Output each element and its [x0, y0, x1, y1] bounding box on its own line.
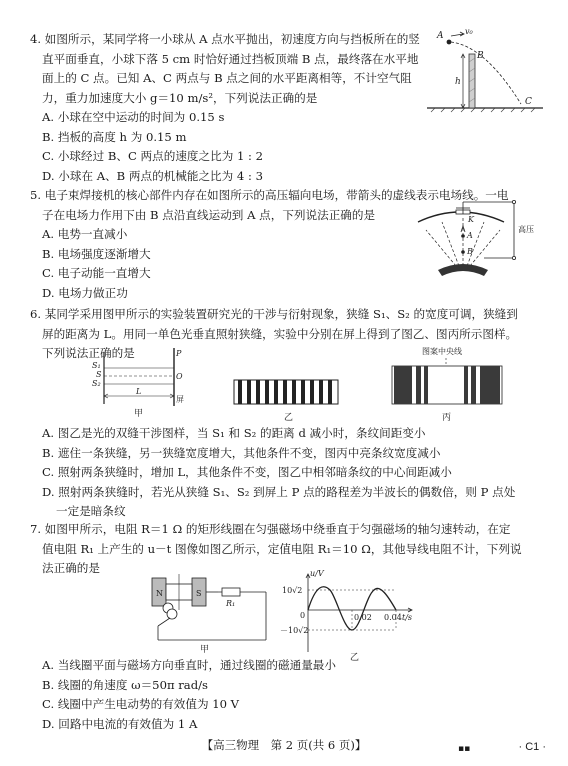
q7-figure-yi [280, 568, 420, 664]
q7-line-3: 法正确的是 [42, 561, 100, 575]
q4-label-h: h [455, 77, 461, 87]
q7-figure-jia [148, 570, 272, 654]
q6-label-center-line: 图案中央线 [422, 347, 462, 356]
q6-figure-jia [88, 344, 192, 418]
q5-line-1: 5. 电子束焊接机的核心部件内存在如图所示的高压辐向电场，带箭头的虚线表示电场线。一电 [30, 188, 509, 202]
q7-label-ymin: －10√2 [280, 626, 309, 635]
q5-line-2: 子在电场力作用下由 B 点沿直线运动到 A 点，下列说法正确的是 [42, 207, 376, 222]
question-7 [30, 520, 522, 579]
q6-option-c: C. 照射两条狭缝时，增加 L，其他条件不变，图乙中相邻暗条纹的中心间距减小 [42, 465, 452, 479]
q4-label-b: B [477, 51, 484, 61]
question-6-options [30, 424, 515, 522]
q5-label-a: A [467, 231, 473, 240]
q4-option-c: C. 小球经过 B、C 两点的速度之比为 1 : 2 [42, 149, 264, 163]
q4-line-4: 力，重力加速度大小 g＝10 m/s²，下列说法正确的是 [42, 90, 318, 105]
q7-label-s: S [196, 589, 202, 598]
q6-figure-yi [232, 378, 342, 422]
q6-caption-jia: 甲 [134, 409, 144, 418]
q5-figure [412, 198, 547, 284]
q6-label-l: L [136, 387, 142, 396]
q6-option-d: D. 照射两条狭缝时，若光从狭缝 S₁、S₂ 到屏上 P 点的路程差为半波长的偶数倍，则 P 点处 [42, 484, 516, 499]
q6-label-p: P [176, 349, 182, 358]
q7-option-b: B. 线圈的角速度 ω＝50π rad/s [42, 677, 208, 692]
q4-option-d: D. 小球在 A、B 两点的机械能之比为 4 : 3 [42, 168, 263, 183]
footer-mark: ▪▪ [458, 744, 471, 754]
q4-figure [425, 28, 545, 114]
q7-label-r1: R₁ [226, 599, 236, 608]
q6-line-3: 下列说法正确的是 [42, 346, 135, 360]
q6-line-1: 6. 某同学采用图甲所示的实验装置研究光的干涉与衍射现象，狭缝 S₁、S₂ 的宽度可调，狭缝到 [30, 307, 518, 321]
q7-label-n: N [156, 589, 163, 598]
q5-option-c: C. 电子动能一直增大 [42, 266, 151, 280]
q5-option-b: B. 电场强度逐渐增大 [42, 246, 151, 261]
q6-caption-bing: 丙 [442, 413, 452, 422]
q7-line-1: 7. 如图甲所示，电阻 R＝1 Ω 的矩形线圈在匀强磁场中绕垂直于匀强磁场的轴匀速转动，在定 [30, 522, 511, 536]
q5-option-a: A. 电势一直减小 [42, 227, 128, 241]
q4-label-a: A [437, 31, 444, 41]
q7-option-a: A. 当线圈平面与磁场方向垂直时，通过线圈的磁通量最小 [42, 658, 336, 672]
paper-code: · C1 · [518, 741, 546, 753]
q7-label-t2: 0.04 [384, 613, 402, 622]
q4-label-c: C [525, 97, 532, 107]
q7-label-t1: 0.02 [354, 613, 372, 622]
q4-option-a: A. 小球在空中运动的时间为 0.15 s [42, 110, 225, 124]
q7-label-u: u/V [310, 569, 324, 578]
q5-label-k: K [468, 215, 474, 224]
question-4 [30, 30, 420, 186]
q6-label-s1: S₁ [92, 361, 101, 370]
q7-line-2: 值电阻 R₁ 上产生的 u－t 图像如图乙所示，定值电阻 R₁＝10 Ω，其他导线电阻不计，下列说 [42, 541, 522, 556]
q4-label-v0: v₀ [465, 28, 473, 36]
q7-caption-yi: 乙 [350, 653, 360, 663]
q6-caption-yi: 乙 [284, 413, 294, 422]
q5-label-b: B [467, 247, 473, 256]
q6-option-a: A. 图乙是光的双缝干涉图样，当 S₁ 和 S₂ 的距离 d 减小时，条纹间距变小 [42, 426, 426, 440]
q6-line-2: 屏的距离为 L。用同一单色光垂直照射狭缝，实验中分别在屏上得到了图乙、图丙所示图样。 [42, 326, 518, 341]
q6-label-o: O [176, 372, 183, 381]
q7-option-d: D. 回路中电流的有效值为 1 A [42, 716, 198, 731]
q6-option-d-cont: 一定是暗条纹 [56, 504, 126, 518]
q7-label-ymax: 10√2 [282, 586, 303, 595]
q4-option-b: B. 挡板的高度 h 为 0.15 m [42, 129, 187, 144]
q4-line-1: 4. 如图所示，某同学将一小球从 A 点水平抛出，初速度方向与挡板所在的竖 [30, 32, 420, 46]
q7-label-t: t/s [402, 613, 413, 622]
q4-line-3: 面上的 C 点。已知 A、C 两点与 B 点之间的水平距离相等，不计空气阻 [42, 71, 412, 85]
q5-option-d: D. 电场力做正功 [42, 285, 128, 300]
q6-label-screen: 屏 [176, 395, 184, 404]
question-7-options [30, 656, 336, 734]
q7-caption-jia: 甲 [200, 645, 210, 654]
q5-label-high-voltage: 高压 [518, 225, 534, 234]
q6-figure-bing [390, 346, 506, 422]
q6-option-b: B. 遮住一条狭缝，另一狭缝宽度增大，其他条件不变，图丙中亮条纹宽度减小 [42, 445, 441, 460]
q7-option-c: C. 线圈中产生电动势的有效值为 10 V [42, 697, 240, 711]
page-footer: 【高三物理 第 2 页(共 6 页)】 [201, 738, 367, 752]
q6-label-s: S [96, 370, 102, 379]
q6-label-s2: S₂ [92, 379, 101, 388]
q4-line-2: 直平面垂直，小球下落 5 cm 时恰好通过挡板顶端 B 点，最终落在水平地 [42, 51, 419, 66]
q7-label-zero: 0 [300, 611, 306, 620]
